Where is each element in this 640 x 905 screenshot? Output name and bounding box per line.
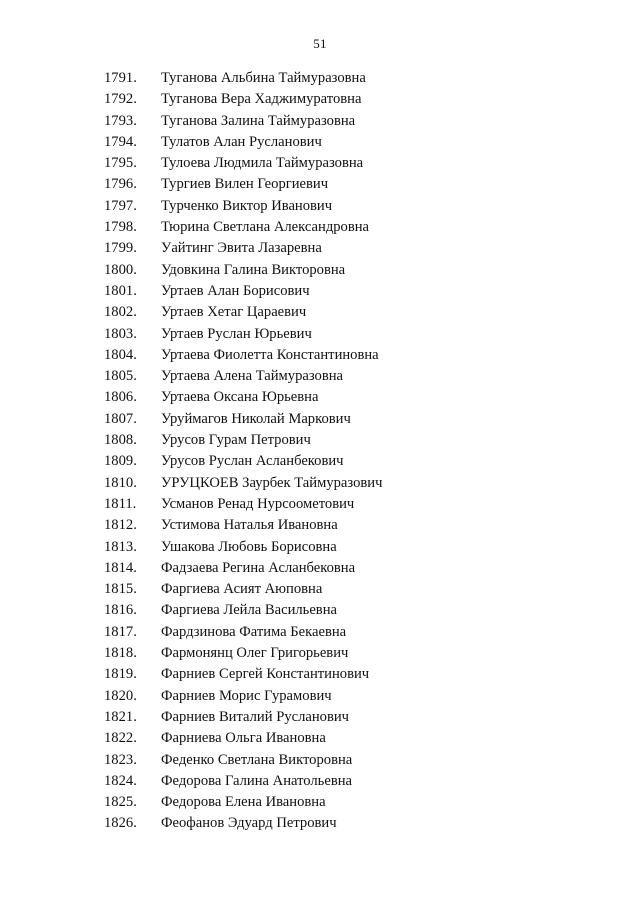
list-item xyxy=(0,89,640,110)
list-item xyxy=(0,196,640,217)
entry-number: 1819. xyxy=(104,666,137,683)
entry-number: 1823. xyxy=(104,751,137,768)
entry-name: Уртаева Фиолетта Константиновна xyxy=(161,346,379,363)
list-item xyxy=(0,132,640,153)
list-item xyxy=(0,600,640,621)
entry-name: Удовкина Галина Викторовна xyxy=(161,261,346,278)
entry-name: Тюрина Светлана Александровна xyxy=(161,219,370,236)
list-item xyxy=(0,409,640,430)
list-item xyxy=(0,664,640,685)
list-item xyxy=(0,302,640,323)
entry-name: Фармонянц Олег Григорьевич xyxy=(161,645,349,662)
entry-number: 1796. xyxy=(104,176,137,193)
list-item xyxy=(0,387,640,408)
list-item xyxy=(0,217,640,238)
list-item xyxy=(0,792,640,813)
entry-name: Фарниев Морис Гурамович xyxy=(161,687,332,704)
list-item xyxy=(0,473,640,494)
entry-name: Устимова Наталья Ивановна xyxy=(161,517,338,534)
entry-number: 1795. xyxy=(104,155,137,172)
entry-number: 1791. xyxy=(104,70,137,86)
list-item xyxy=(0,728,640,749)
entry-number: 1821. xyxy=(104,708,137,725)
entry-number: 1794. xyxy=(104,133,137,150)
entry-name: Уртаев Хетаг Цараевич xyxy=(161,304,307,321)
entry-number: 1817. xyxy=(104,623,137,640)
entry-name: Уртаева Оксана Юрьевна xyxy=(161,389,319,406)
entry-number: 1813. xyxy=(104,538,137,555)
entry-number: 1792. xyxy=(104,91,137,108)
entry-number: 1818. xyxy=(104,645,137,662)
list-item xyxy=(0,345,640,366)
entry-number: 1808. xyxy=(104,432,137,449)
entry-name: Тулоева Людмила Таймуразовна xyxy=(161,155,364,172)
entry-number: 1793. xyxy=(104,112,137,129)
entry-name: Ушакова Любовь Борисовна xyxy=(161,538,337,555)
entry-number: 1806. xyxy=(104,389,137,406)
list-item xyxy=(0,813,640,834)
entry-number: 1809. xyxy=(104,453,137,470)
entry-name: Тулатов Алан Русланович xyxy=(161,133,322,150)
entry-name: УРУЦКОЕВ Заурбек Таймуразович xyxy=(161,474,383,491)
entry-name: Фардзинова Фатима Бекаевна xyxy=(161,623,347,640)
entry-name: Феденко Светлана Викторовна xyxy=(161,751,353,768)
entry-number: 1811. xyxy=(104,495,137,512)
list-item xyxy=(0,430,640,451)
list-item xyxy=(0,366,640,387)
entry-name: Фаргиева Асият Аюповна xyxy=(161,581,323,598)
entry-number: 1807. xyxy=(104,410,137,427)
entry-number: 1825. xyxy=(104,794,137,811)
entry-list xyxy=(0,68,640,835)
list-item xyxy=(0,324,640,345)
entry-name: Уртаев Руслан Юрьевич xyxy=(161,325,312,342)
entry-number: 1822. xyxy=(104,730,137,747)
list-item xyxy=(0,707,640,728)
list-item xyxy=(0,643,640,664)
list-item xyxy=(0,451,640,472)
entry-number: 1797. xyxy=(104,197,137,214)
list-item xyxy=(0,153,640,174)
entry-number: 1816. xyxy=(104,602,137,619)
entry-name: Федорова Галина Анатольевна xyxy=(161,772,352,789)
entry-name: Фарниев Сергей Константинович xyxy=(161,666,370,683)
entry-name: Усманов Ренад Нурсоометович xyxy=(161,495,355,512)
entry-number: 1805. xyxy=(104,368,137,385)
entry-number: 1824. xyxy=(104,772,137,789)
page-number: 51 xyxy=(313,36,327,51)
entry-number: 1814. xyxy=(104,559,137,576)
entry-name: Уртаева Алена Таймуразовна xyxy=(161,368,344,385)
entry-name: Уртаев Алан Борисович xyxy=(161,282,310,299)
entry-number: 1799. xyxy=(104,240,137,257)
entry-name: Уайтинг Эвита Лазаревна xyxy=(161,240,322,257)
entry-name: Турченко Виктор Иванович xyxy=(161,197,333,214)
entry-name: Туганова Альбина Таймуразовна xyxy=(161,70,366,86)
list-item xyxy=(0,622,640,643)
list-item xyxy=(0,260,640,281)
entry-number: 1798. xyxy=(104,219,137,236)
entry-number: 1803. xyxy=(104,325,137,342)
entry-name: Уруймагов Николай Маркович xyxy=(161,410,351,427)
entry-number: 1826. xyxy=(104,815,137,832)
entry-name: Тургиев Вилен Георгиевич xyxy=(161,176,329,193)
entry-name: Феофанов Эдуард Петрович xyxy=(161,815,337,832)
entry-number: 1810. xyxy=(104,474,137,491)
entry-number: 1804. xyxy=(104,346,137,363)
entry-number: 1820. xyxy=(104,687,137,704)
list-item xyxy=(0,494,640,515)
entry-name: Фарниева Ольга Ивановна xyxy=(161,730,326,747)
entry-name: Урусов Гурам Петрович xyxy=(161,432,311,449)
list-item xyxy=(0,686,640,707)
list-item xyxy=(0,750,640,771)
entry-name: Туганова Вера Хаджимуратовна xyxy=(161,91,362,108)
list-item xyxy=(0,238,640,259)
entry-name: Туганова Залина Таймуразовна xyxy=(161,112,356,129)
list-item xyxy=(0,537,640,558)
list-item xyxy=(0,174,640,195)
list-item xyxy=(0,558,640,579)
entry-name: Фадзаева Регина Асланбековна xyxy=(161,559,356,576)
entry-number: 1801. xyxy=(104,282,137,299)
list-item xyxy=(0,68,640,89)
entry-name: Фаргиева Лейла Васильевна xyxy=(161,602,337,619)
list-item xyxy=(0,111,640,132)
entry-number: 1802. xyxy=(104,304,137,321)
entry-number: 1815. xyxy=(104,581,137,598)
list-item xyxy=(0,281,640,302)
entry-name: Фарниев Виталий Русланович xyxy=(161,708,349,725)
entry-number: 1812. xyxy=(104,517,137,534)
entry-name: Урусов Руслан Асланбекович xyxy=(161,453,344,470)
list-item xyxy=(0,579,640,600)
entry-name: Федорова Елена Ивановна xyxy=(161,794,326,811)
list-item xyxy=(0,771,640,792)
list-item xyxy=(0,515,640,536)
entry-number: 1800. xyxy=(104,261,137,278)
